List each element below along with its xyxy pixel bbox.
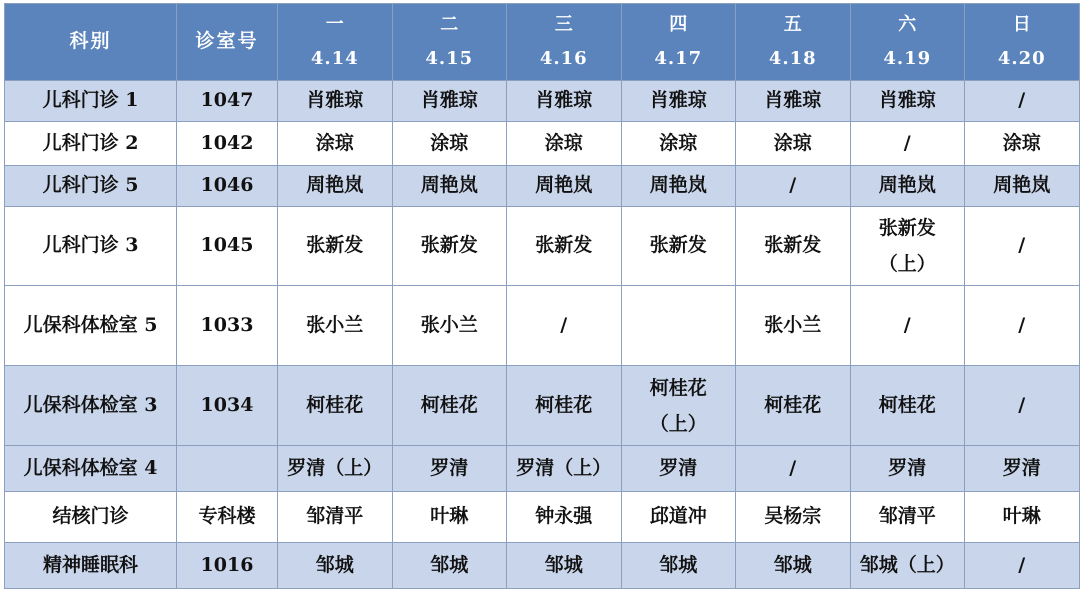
doctor-cell (392, 492, 507, 543)
day-column-header (392, 4, 507, 81)
dept-cell: 儿科门诊 3 (5, 207, 177, 286)
doctor-name: 邹城 (773, 553, 812, 576)
doctor-name: 周艳岚 (878, 174, 936, 197)
doctor-cell (507, 207, 622, 286)
doctor-cell (965, 207, 1080, 286)
table-row (5, 446, 1080, 492)
doctor-name: 涂琼 (773, 131, 812, 154)
doctor-cell (850, 446, 965, 492)
doctor-cell (621, 166, 736, 207)
doctor-name: / (1018, 393, 1026, 416)
doctor-name: 柯桂花 (878, 393, 936, 416)
dept-cell: 儿科门诊 2 (5, 122, 177, 166)
doctor-cell (850, 286, 965, 366)
room-cell: 1034 (177, 366, 278, 446)
doctor-name: 邹清平 (878, 505, 936, 528)
weekday-label: 一 (325, 14, 344, 35)
doctor-name: （上） (878, 253, 936, 275)
doctor-name: 叶琳 (1002, 505, 1041, 528)
doctor-name: 周艳岚 (306, 174, 364, 197)
dept-cell: 精神睡眠科 (5, 543, 177, 589)
doctor-name: 周艳岚 (535, 174, 593, 197)
doctor-name: 罗清 (659, 456, 698, 479)
doctor-cell (278, 81, 393, 122)
doctor-cell (621, 492, 736, 543)
doctor-cell (736, 492, 851, 543)
doctor-name: 邹城 (315, 553, 354, 576)
doctor-name: 张新发 (535, 234, 593, 257)
table-row (5, 543, 1080, 589)
doctor-name: 周艳岚 (649, 174, 707, 197)
doctor-cell (965, 81, 1080, 122)
doctor-cell (278, 122, 393, 166)
date-label: 4.17 (654, 48, 703, 69)
doctor-cell (621, 207, 736, 286)
room-column-header: 诊室号 (177, 4, 278, 81)
doctor-name: 罗清 (430, 456, 469, 479)
day-column-header (621, 4, 736, 81)
doctor-name: 邹城 (659, 553, 698, 576)
doctor-name: 柯桂花 (420, 393, 478, 416)
doctor-name: 柯桂花 (306, 393, 364, 416)
doctor-cell (392, 207, 507, 286)
room-cell: 专科楼 (177, 492, 278, 543)
doctor-cell (736, 207, 851, 286)
doctor-name: 张新发 (764, 234, 822, 257)
table-row (5, 166, 1080, 207)
doctor-name: 柯桂花 (764, 393, 822, 416)
schedule-table (4, 3, 1080, 589)
doctor-name: 邹城 (430, 553, 469, 576)
dept-cell: 儿保科体检室 4 (5, 446, 177, 492)
doctor-cell (392, 446, 507, 492)
doctor-cell (507, 166, 622, 207)
doctor-name: 涂琼 (430, 131, 469, 154)
weekday-label: 五 (783, 14, 802, 35)
room-cell (177, 446, 278, 492)
weekday-label: 四 (669, 14, 688, 35)
doctor-name: / (1018, 553, 1026, 576)
doctor-name: 张新发 (649, 234, 707, 257)
doctor-name: 周艳岚 (420, 174, 478, 197)
doctor-name: 张小兰 (306, 313, 364, 336)
doctor-name: / (1018, 234, 1026, 257)
doctor-name: 涂琼 (659, 131, 698, 154)
room-cell: 1047 (177, 81, 278, 122)
doctor-name: （上） (649, 412, 707, 435)
doctor-cell (507, 81, 622, 122)
date-label: 4.20 (997, 48, 1046, 69)
doctor-cell (736, 81, 851, 122)
doctor-cell (278, 286, 393, 366)
doctor-cell (621, 446, 736, 492)
doctor-name: 叶琳 (430, 505, 469, 528)
doctor-name: / (560, 313, 568, 336)
dept-cell: 儿保科体检室 5 (5, 286, 177, 366)
dept-cell: 结核门诊 (5, 492, 177, 543)
weekday-label: 六 (898, 14, 917, 35)
date-label: 4.18 (768, 48, 817, 69)
doctor-name: 邱道冲 (649, 505, 707, 528)
doctor-cell (507, 122, 622, 166)
doctor-name: 肖雅琼 (306, 89, 364, 112)
doctor-cell (621, 81, 736, 122)
doctor-name: 罗清（上） (516, 456, 612, 479)
doctor-cell (736, 166, 851, 207)
dept-cell: 儿保科体检室 3 (5, 366, 177, 446)
doctor-name: 涂琼 (544, 131, 583, 154)
doctor-cell (278, 207, 393, 286)
doctor-cell (621, 543, 736, 589)
doctor-name: 涂琼 (1002, 131, 1041, 154)
doctor-cell (965, 286, 1080, 366)
room-cell: 1046 (177, 166, 278, 207)
doctor-cell (965, 446, 1080, 492)
room-cell: 1016 (177, 543, 278, 589)
weekday-label: 日 (1012, 14, 1031, 35)
doctor-name: 张小兰 (764, 313, 822, 336)
doctor-cell (507, 543, 622, 589)
room-cell: 1045 (177, 207, 278, 286)
doctor-name: 涂琼 (315, 131, 354, 154)
doctor-cell (850, 492, 965, 543)
table-header (5, 4, 1080, 81)
doctor-name: / (1018, 313, 1026, 336)
doctor-name: / (903, 131, 911, 154)
doctor-name: 张新发 (420, 234, 478, 257)
day-column-header (278, 4, 393, 81)
table-row (5, 366, 1080, 446)
doctor-cell (850, 207, 965, 286)
doctor-cell (278, 366, 393, 446)
dept-cell: 儿科门诊 1 (5, 81, 177, 122)
doctor-cell (278, 446, 393, 492)
date-label: 4.16 (539, 48, 588, 69)
doctor-cell (850, 122, 965, 166)
doctor-cell (736, 122, 851, 166)
doctor-name: 肖雅琼 (420, 89, 478, 112)
doctor-name: / (903, 313, 911, 336)
table-row (5, 207, 1080, 286)
day-column-header (507, 4, 622, 81)
doctor-name: 钟永强 (535, 505, 593, 528)
date-label: 4.19 (883, 48, 932, 69)
room-cell: 1042 (177, 122, 278, 166)
doctor-cell (621, 122, 736, 166)
doctor-name: 邹清平 (306, 505, 364, 528)
doctor-cell (278, 492, 393, 543)
doctor-cell (392, 122, 507, 166)
doctor-name: 张新发 (306, 234, 364, 257)
doctor-cell (850, 166, 965, 207)
doctor-name: / (789, 174, 797, 197)
doctor-cell (507, 366, 622, 446)
doctor-cell (736, 286, 851, 366)
doctor-cell (736, 366, 851, 446)
day-column-header (850, 4, 965, 81)
doctor-cell (392, 81, 507, 122)
doctor-cell (965, 122, 1080, 166)
doctor-name: 邹城（上） (859, 553, 955, 576)
doctor-name: 肖雅琼 (535, 89, 593, 112)
doctor-name: 柯桂花 (649, 376, 707, 399)
doctor-cell (736, 446, 851, 492)
day-column-header (965, 4, 1080, 81)
doctor-cell (278, 543, 393, 589)
date-label: 4.15 (425, 48, 474, 69)
day-column-header (736, 4, 851, 81)
doctor-name: 肖雅琼 (649, 89, 707, 112)
doctor-cell (392, 543, 507, 589)
doctor-name: 柯桂花 (535, 393, 593, 416)
doctor-cell (850, 366, 965, 446)
table-row (5, 492, 1080, 543)
doctor-name: 罗清 (888, 456, 927, 479)
weekday-label: 二 (440, 14, 459, 35)
doctor-name: 周艳岚 (993, 174, 1051, 197)
table-body (5, 81, 1080, 589)
doctor-cell (850, 543, 965, 589)
dept-cell: 儿科门诊 5 (5, 166, 177, 207)
table-row (5, 81, 1080, 122)
doctor-cell (507, 286, 622, 366)
doctor-name: / (789, 456, 797, 479)
doctor-cell (965, 366, 1080, 446)
doctor-cell (850, 81, 965, 122)
doctor-cell (507, 492, 622, 543)
doctor-cell (392, 166, 507, 207)
doctor-name: 罗清（上） (287, 456, 383, 479)
doctor-cell (392, 366, 507, 446)
weekday-label: 三 (554, 14, 573, 35)
doctor-name: 罗清 (1002, 456, 1041, 479)
doctor-cell (507, 446, 622, 492)
doctor-name: 张新发 (878, 217, 936, 239)
date-label: 4.14 (310, 48, 359, 69)
doctor-name: 张小兰 (420, 313, 478, 336)
doctor-cell (621, 366, 736, 446)
doctor-name: 吴杨宗 (764, 505, 822, 528)
table-row (5, 286, 1080, 366)
doctor-cell (278, 166, 393, 207)
doctor-cell (736, 543, 851, 589)
doctor-cell (965, 166, 1080, 207)
doctor-name: / (1018, 89, 1026, 112)
room-cell: 1033 (177, 286, 278, 366)
doctor-name: 邹城 (544, 553, 583, 576)
doctor-name: 肖雅琼 (878, 89, 936, 112)
doctor-cell (392, 286, 507, 366)
doctor-name: 肖雅琼 (764, 89, 822, 112)
dept-column-header: 科别 (5, 4, 177, 81)
doctor-cell (965, 492, 1080, 543)
doctor-cell (621, 286, 736, 366)
table-row (5, 122, 1080, 166)
doctor-cell (965, 543, 1080, 589)
